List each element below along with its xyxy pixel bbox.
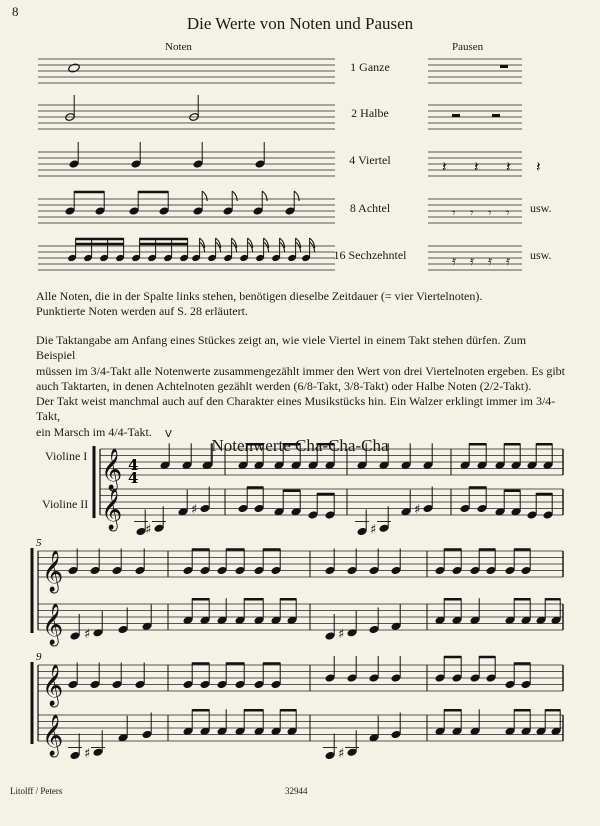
notehead — [391, 730, 401, 739]
paragraph-line: ein Marsch im 4/4-Takt. — [36, 424, 152, 439]
measure-number: 5 — [36, 537, 42, 549]
time-signature-top: 4 — [128, 456, 139, 474]
notehead — [347, 748, 357, 757]
paragraph-line: müssen im 3/4-Takt alle Notenwerte zusammengezählt immer den Wert von drei Viertelnoten ergeben. Es gibt — [36, 363, 565, 378]
notehead — [505, 566, 515, 575]
notehead — [200, 680, 210, 689]
sixteenth-rest: 𝄿 — [452, 254, 456, 270]
notehead — [347, 566, 357, 575]
notehead — [308, 511, 318, 520]
section-title: Notenwerte Cha-Cha-Cha — [211, 436, 389, 455]
row-label-sixteenth: 16 Sechzehntel — [333, 248, 407, 262]
sharp-sign: ♯ — [338, 626, 345, 642]
notehead — [391, 674, 401, 683]
treble-clef: 𝄞 — [42, 551, 64, 592]
notehead — [200, 566, 210, 575]
page-number: 8 — [12, 4, 19, 19]
notehead — [65, 207, 75, 216]
notehead — [135, 566, 145, 575]
notehead — [285, 207, 295, 216]
rests-column-header: Pausen — [452, 41, 484, 53]
notehead — [325, 632, 335, 641]
notehead — [505, 680, 515, 689]
notehead — [254, 566, 264, 575]
notehead — [452, 674, 462, 683]
notehead — [129, 207, 139, 216]
row-label-eighth: 8 Achtel — [349, 201, 391, 215]
eighth-rest: 𝄾 — [452, 206, 456, 221]
row-label-whole: 1 Ganze — [350, 60, 390, 74]
quarter-rest: 𝄽 — [536, 157, 541, 176]
notehead — [470, 674, 480, 683]
sharp-sign: ♯ — [191, 502, 198, 518]
notehead — [112, 566, 122, 575]
notehead — [223, 207, 233, 216]
eighth-rest: 𝄾 — [488, 206, 492, 221]
notehead — [193, 207, 203, 216]
notehead — [68, 566, 78, 575]
sharp-sign: ♯ — [370, 522, 377, 538]
notehead — [154, 524, 164, 533]
row-label-quarter: 4 Viertel — [349, 153, 391, 167]
notehead — [521, 566, 531, 575]
sixteenth-rest: 𝄿 — [488, 254, 492, 270]
note-flag — [232, 191, 237, 201]
eighth-rest: 𝄾 — [470, 206, 474, 221]
notes-column-header: Noten — [165, 41, 192, 53]
notehead — [183, 566, 193, 575]
notehead — [254, 504, 264, 513]
notehead — [193, 160, 203, 169]
sharp-sign: ♯ — [84, 626, 91, 642]
notehead — [254, 680, 264, 689]
notehead — [347, 674, 357, 683]
notehead — [255, 160, 265, 169]
notehead — [521, 680, 531, 689]
quarter-rest: 𝄽 — [442, 157, 447, 176]
cha-cha-cha-score — [32, 429, 563, 761]
notehead — [69, 160, 79, 169]
usw-label-sixteenth: usw. — [530, 248, 552, 262]
notehead — [369, 566, 379, 575]
row-label-half: 2 Halbe — [351, 106, 389, 120]
quarter-rest: 𝄽 — [506, 157, 511, 176]
notehead — [325, 674, 335, 683]
notehead — [235, 566, 245, 575]
notehead — [131, 160, 141, 169]
notehead — [159, 207, 169, 216]
sharp-sign: ♯ — [84, 746, 91, 762]
notehead — [369, 674, 379, 683]
footer-publisher: Litolff / Peters — [10, 786, 63, 796]
treble-clef: 𝄞 — [101, 449, 123, 490]
notehead — [435, 674, 445, 683]
notehead — [253, 207, 263, 216]
note-values-table — [38, 59, 541, 270]
notehead — [142, 730, 152, 739]
notehead — [543, 511, 553, 520]
measure-number: 9 — [36, 651, 42, 663]
notehead — [527, 511, 537, 520]
time-signature-bottom: 4 — [128, 469, 139, 487]
notehead — [357, 527, 367, 536]
notehead — [325, 566, 335, 575]
notehead — [379, 524, 389, 533]
notehead — [477, 504, 487, 513]
sharp-sign: ♯ — [145, 522, 152, 538]
paragraph-line: Punktierte Noten werden auf S. 28 erläutert. — [36, 304, 248, 319]
notehead — [271, 566, 281, 575]
note-flag — [262, 191, 267, 201]
note-flag — [294, 191, 299, 201]
page-title: Die Werte von Noten und Pausen — [186, 14, 414, 33]
notehead — [486, 566, 496, 575]
notehead — [423, 504, 433, 513]
notehead — [452, 566, 462, 575]
notehead — [435, 566, 445, 575]
notehead — [90, 680, 100, 689]
notehead — [70, 751, 80, 760]
treble-clef: 𝄞 — [42, 665, 64, 706]
notehead — [93, 748, 103, 757]
instrument-label-violin2: Violine II — [42, 497, 89, 511]
note-flag — [202, 191, 207, 201]
notehead — [238, 504, 248, 513]
notehead — [325, 511, 335, 520]
paragraph-line: Der Takt weist manchmal auch auf den Charakter eines Musikstücks hin. Ein Walzer erklingt immer im 3/4-Takt, — [36, 394, 556, 424]
notehead — [183, 680, 193, 689]
sharp-sign: ♯ — [338, 746, 345, 762]
notehead — [95, 207, 105, 216]
notehead — [460, 504, 470, 513]
half-rest — [452, 114, 460, 117]
notehead — [200, 504, 210, 513]
sixteenth-rest: 𝄿 — [506, 254, 510, 270]
paragraph-line: auch Taktarten, in denen Achtelnoten gezählt werden (6/8-Takt, 3/8-Takt) oder Halbe Noten (2/2-Takt). — [36, 378, 532, 393]
treble-clef: 𝄞 — [101, 489, 123, 530]
footer-catalog-number: 32944 — [285, 786, 308, 796]
notehead — [369, 625, 379, 634]
instrument-label-violin1: Violine I — [45, 449, 88, 463]
notehead — [135, 680, 145, 689]
notehead — [235, 680, 245, 689]
notehead — [271, 680, 281, 689]
eighth-rest: 𝄾 — [506, 206, 510, 221]
sharp-sign: ♯ — [414, 502, 421, 518]
notehead — [325, 751, 335, 760]
notehead — [68, 680, 78, 689]
notehead — [217, 566, 227, 575]
notehead — [118, 625, 128, 634]
notehead — [112, 680, 122, 689]
notehead — [486, 674, 496, 683]
notehead — [70, 632, 80, 641]
half-rest — [492, 114, 500, 117]
usw-label-eighth: usw. — [530, 201, 552, 215]
treble-clef: 𝄞 — [42, 604, 64, 645]
notehead — [217, 680, 227, 689]
paragraph-line: Die Taktangabe am Anfang eines Stückes zeigt an, wie viele Viertel in einem Takt stehen dürfen. Zum Beispiel — [36, 333, 527, 363]
whole-rest — [500, 65, 508, 68]
notehead — [90, 566, 100, 575]
notehead — [68, 63, 81, 73]
notehead — [470, 566, 480, 575]
sixteenth-rest: 𝄿 — [470, 254, 474, 270]
quarter-rest: 𝄽 — [474, 157, 479, 176]
notehead — [391, 566, 401, 575]
up-bow-mark: V — [165, 429, 172, 440]
paragraph-line: Alle Noten, die in der Spalte links stehen, benötigen dieselbe Zeitdauer (= vier Viertelnoten). — [36, 289, 483, 303]
treble-clef: 𝄞 — [42, 715, 64, 756]
